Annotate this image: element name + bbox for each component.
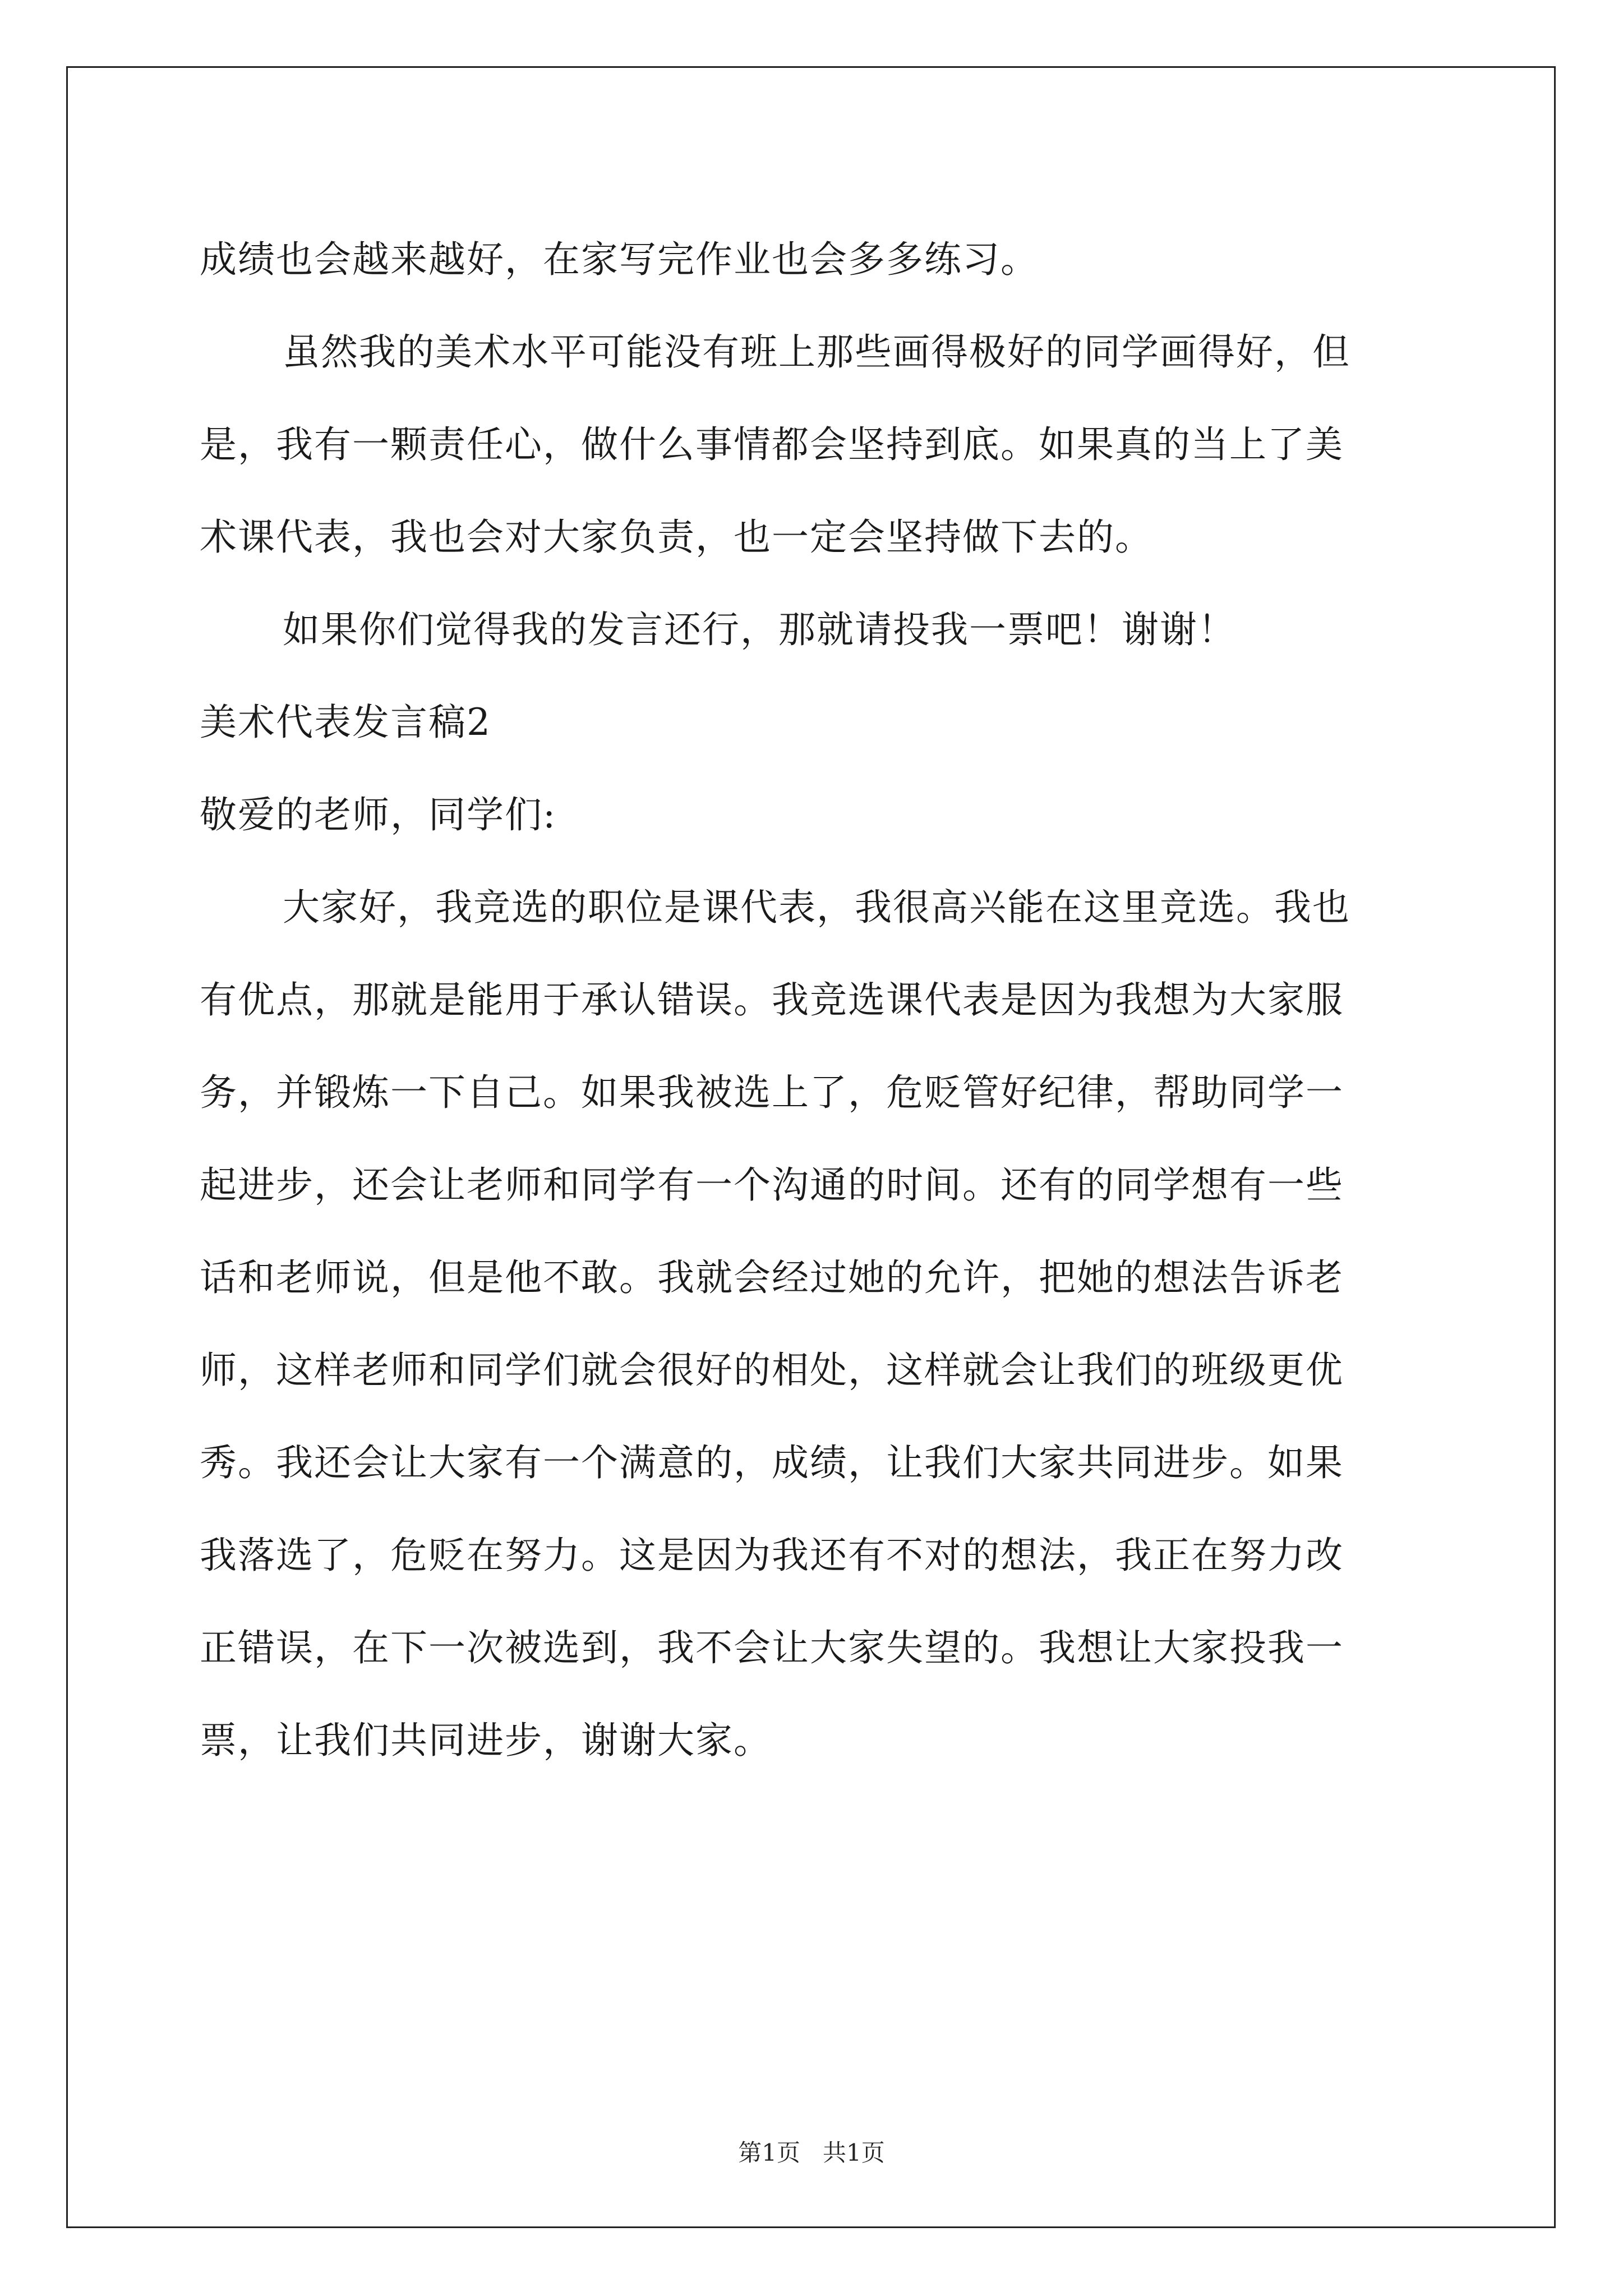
- salutation: 敬爱的老师，同学们:: [200, 793, 557, 836]
- text-line: 起进步，还会让老师和同学有一个沟通的时间。还有的同学想有一些: [200, 1163, 1344, 1207]
- text-line: 我落选了，危贬在努力。这是因为我还有不对的想法，我正在努力改: [200, 1534, 1344, 1577]
- text-line: 师，这样老师和同学们就会很好的相处，这样就会让我们的班级更优: [200, 1349, 1344, 1392]
- document-body: [200, 213, 1431, 1787]
- page-footer: [0, 2136, 1623, 2170]
- text-line: 虽然我的美术水平可能没有班上那些画得极好的同学画得好，但: [283, 330, 1350, 374]
- text-line: 有优点，那就是能用于承认错误。我竞选课代表是因为我想为大家服: [200, 978, 1344, 1022]
- text-line: 务，并锻炼一下自己。如果我被选上了，危贬管好纪律，帮助同学一: [200, 1071, 1344, 1114]
- text-line: 票，让我们共同进步，谢谢大家。: [200, 1719, 772, 1762]
- text-line: 成绩也会越来越好，在家写完作业也会多多练习。: [200, 238, 1039, 281]
- text-line: 大家好，我竞选的职位是课代表，我很高兴能在这里竞选。我也: [283, 886, 1350, 929]
- page-number: 第1页: [738, 2139, 800, 2166]
- page-total: 共1页: [823, 2139, 885, 2166]
- text-line: 话和老师说，但是他不敢。我就会经过她的允许，把她的想法告诉老: [200, 1256, 1344, 1299]
- text-line: 术课代表，我也会对大家负责，也一定会坚持做下去的。: [200, 516, 1153, 559]
- section-heading: 美术代表发言稿2: [200, 701, 491, 744]
- text-line: 正错误，在下一次被选到，我不会让大家失望的。我想让大家投我一: [200, 1626, 1344, 1669]
- text-line: 如果你们觉得我的发言还行，那就请投我一票吧！谢谢！: [283, 608, 1236, 651]
- text-line: 是，我有一颗责任心，做什么事情都会坚持到底。如果真的当上了美: [200, 423, 1344, 466]
- text-line: 秀。我还会让大家有一个满意的，成绩，让我们大家共同进步。如果: [200, 1441, 1344, 1484]
